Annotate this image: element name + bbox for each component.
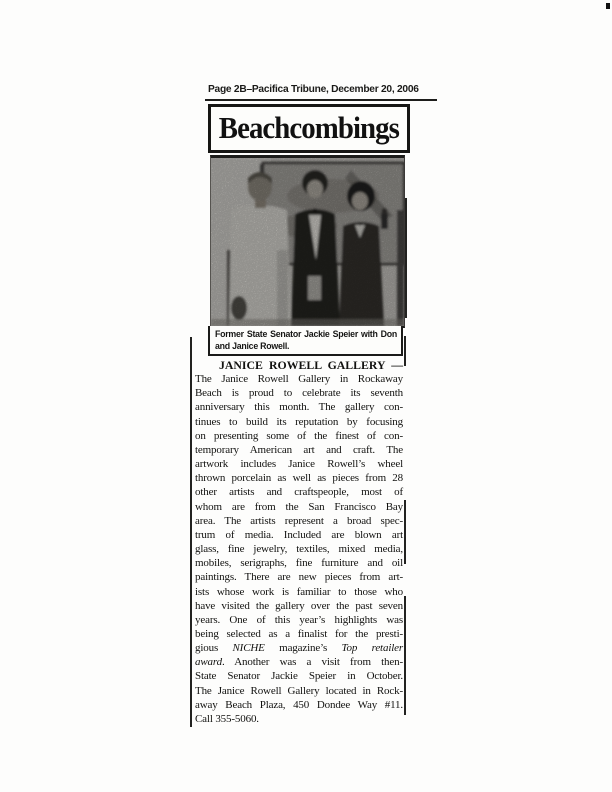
right-column-rule-segment <box>405 198 407 318</box>
text-segment: gious <box>195 642 233 655</box>
article-line: area. The artists represent a broad spec- <box>195 514 403 527</box>
right-column-rule-segment <box>404 336 406 366</box>
article-heading: JANICE ROWELL GALLERY — <box>219 358 403 372</box>
article-line: years. One of this year’s highlights was <box>195 613 403 626</box>
photo-caption-line-2: and Janice Rowell. <box>215 340 290 351</box>
scan-artifact-speck <box>606 3 610 9</box>
article-line: artwork includes Janice Rowell’s wheel <box>195 458 403 471</box>
photo-caption <box>208 326 403 356</box>
article-line: whom are from the San Francisco Bay <box>195 500 403 513</box>
article-line: being selected as a finalist for the presti- <box>195 627 403 640</box>
text-segment: magazine’s <box>264 642 342 655</box>
text-segment: . Another was a visit from then- <box>221 656 403 669</box>
article-line: have visited the gallery over the past seven <box>195 599 403 612</box>
article-line-niche <box>195 641 403 655</box>
italic-niche: NICHE <box>232 642 265 655</box>
article-body <box>195 358 403 726</box>
article-last-line: Call 355-5060. <box>195 712 259 725</box>
right-column-rule-segment <box>404 596 406 715</box>
article-line: tinues to build its reputation by focusing <box>195 415 403 428</box>
article-line: trum of media. Included are blown art <box>195 528 403 541</box>
article-line: State Senator Jackie Speier in October. <box>195 670 403 683</box>
article-line: The Janice Rowell Gallery in Rockaway <box>195 373 403 386</box>
article-line: ists whose work is familiar to those who <box>195 585 403 598</box>
article-line: anniversary this month. The gallery con- <box>195 401 403 414</box>
photo-caption-line-1: Former State Senator Jackie Speier with Don <box>215 329 397 339</box>
article-line-award <box>195 655 403 669</box>
page-header-text: Page 2B–Pacifica Tribune, December 20, 2006 <box>208 84 419 95</box>
article-line: paintings. There are new pieces from art- <box>195 571 403 584</box>
article-line: other artists and craftspeople, most of <box>195 486 403 499</box>
left-column-rule <box>190 337 192 727</box>
article-line: on presenting some of the finest of con- <box>195 429 403 442</box>
article-line: The Janice Rowell Gallery located in Rock- <box>195 684 403 697</box>
gallery-photo-illustration <box>211 158 404 326</box>
article-line: thrown porcelain as well as pieces from 28 <box>195 472 403 485</box>
italic-award: award <box>195 656 222 669</box>
right-column-rule-segment <box>404 500 406 564</box>
column-masthead-box <box>208 104 410 153</box>
article-line: mobiles, serigraphs, fine furniture and oil <box>195 557 403 570</box>
article-line: away Beach Plaza, 450 Dondee Way #11. <box>195 698 403 711</box>
italic-top-retailer: Top retailer <box>341 642 403 655</box>
article-line: temporary American art and craft. The <box>195 443 403 456</box>
article-photo <box>210 155 405 328</box>
article-line: glass, fine jewelry, textiles, mixed media, <box>195 543 403 556</box>
page-header <box>205 84 437 101</box>
masthead-title: Beachcombings <box>218 109 400 145</box>
article-line: Beach is proud to celebrate its seventh <box>195 387 403 400</box>
